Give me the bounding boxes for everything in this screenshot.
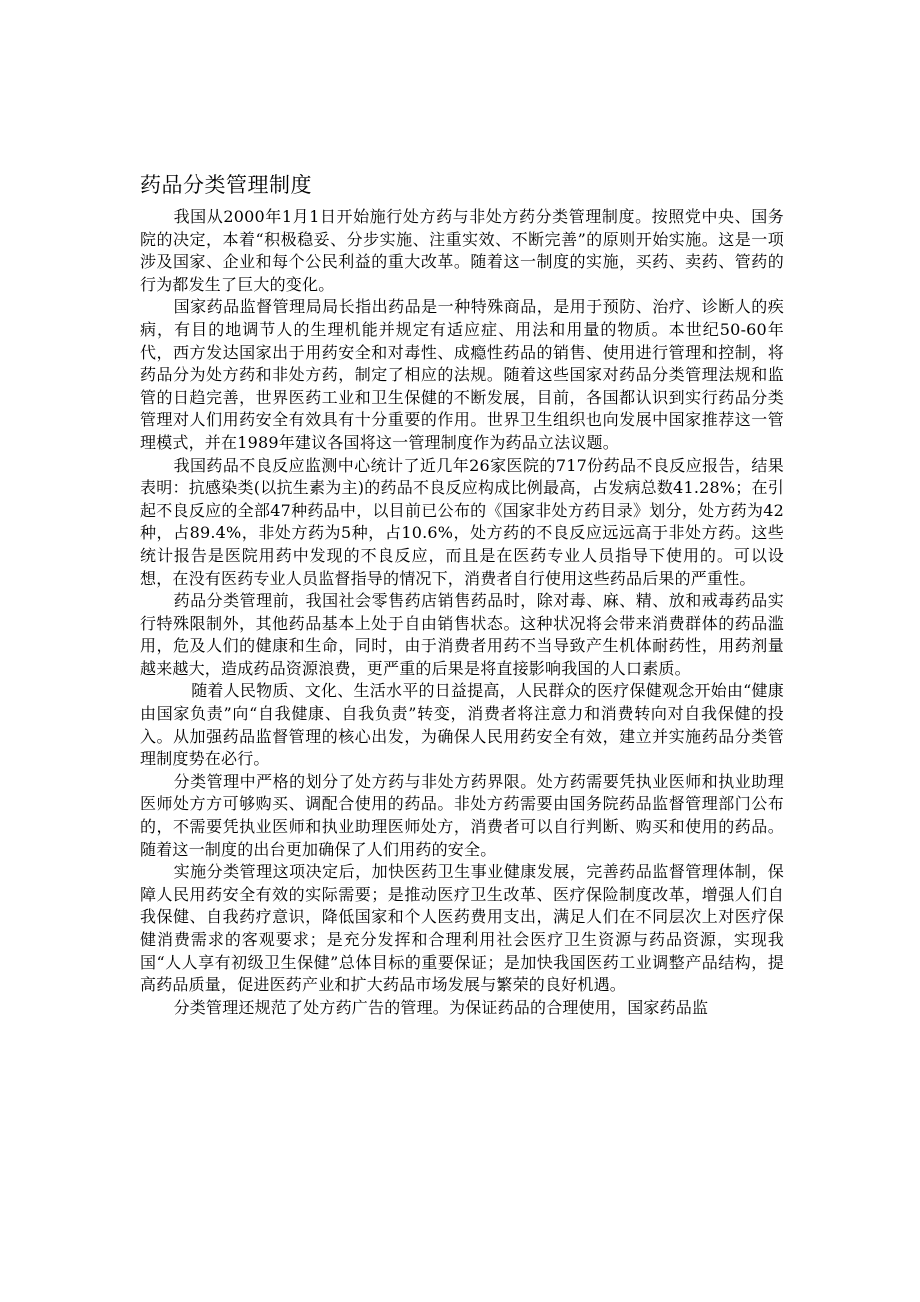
paragraph-significance: 实施分类管理这项决定后，加快医药卫生事业健康发展，完善药品监督管理体制，保障人民用药安全有效的实际需要；是推动医疗卫生改革、医疗保险制度改革，增强人们自我保健、自我药疗意识，降低国家和个人医药费用支出，满足人们在不同层次上对医疗保健消费需求的客观要求；是充分发挥和合理利用社会医疗卫生资源与药品资源，实现我国“人人享有初级卫生保健”总体目标的重要保证；是加快我国医药工业调整产品结构，提高药品质量，促进医药产业和扩大药品市场发展与繁荣的良好机遇。 — [140, 862, 784, 995]
paragraph-advertising: 分类管理还规范了处方药广告的管理。为保证药品的合理使用，国家药品监 — [173, 997, 709, 1017]
paragraph-prescription-boundary: 分类管理中严格的划分了处方药与非处方药界限。处方药需要凭执业医师和执业助理医师处方方可够购买、调配合使用的药品。非处方药需要由国务院药品监督管理部门公布的，不需要凭执业医师和执业助理医师处方，消费者可以自行判断、购买和使用的药品。随着这一制度的出台更加确保了人们用药的安全。 — [140, 771, 784, 859]
paragraph-drug-definition: 国家药品监督管理局局长指出药品是一种特殊商品，是用于预防、治疗、诊断人的疾病，有目的地调节人的生理机能并规定有适应症、用法和用量的物质。本世纪50-60年代，西方发达国家出于用药安全和对毒性、成瘾性药品的销售、使用进行管理和控制，将药品分为处方药和非处方药，制定了相应的法规。随着这些国家对药品分类管理法规和监管的日趋完善，世界医药工业和卫生保健的不断发展，目前，各国都认识到实行药品分类管理对人们用药安全有效具有十分重要的作用。世界卫生组织也向发展中国家推荐这一管理模式，并在1989年建议各国将这一管理制度作为药品立法议题。 — [140, 297, 784, 452]
paragraph-implementation: 我国从2000年1月1日开始施行处方药与非处方药分类管理制度。按照党中央、国务院的决定，本着“积极稳妥、分步实施、注重实效、不断完善”的原则开始实施。这是一项涉及国家、企业和每个公民利益的重大改革。随着这一制度的实施，买药、卖药、管药的行为都发生了巨大的变化。 — [140, 207, 784, 294]
paragraph-adverse-reaction: 我国药品不良反应监测中心统计了近几年26家医院的717份药品不良反应报告，结果表明：抗感染类(以抗生素为主)的药品不良反应构成比例最高，占发病总数41.28%；在引起不良反应的全部47种药品中，以目前已公布的《国家非处方药目录》划分，处方药为42种，占89.4%，非处方药为5种，占10.6%，处方药的不良反应远远高于非处方药。这些统计报告是医院用药中发现的不良反应，而且是在医药专业人员指导下使用的。可以设想，在没有医药专业人员监督指导的情况下，消费者自行使用这些药品后果的严重性。 — [140, 455, 784, 588]
document-title: 药品分类管理制度 — [140, 173, 312, 197]
document-page — [140, 166, 784, 1019]
paragraph-before-classification: 药品分类管理前，我国社会零售药店销售药品时，除对毒、麻、精、放和戒毒药品实行特殊限制外，其他药品基本上处于自由销售状态。这种状况将会带来消费群体的药品滥用，危及人们的健康和生命，同时，由于消费者用药不当导致产生机体耐药性，用药剂量越来越大，造成药品资源浪费，更严重的后果是将直接影响我国的人口素质。 — [140, 591, 784, 678]
paragraph-health-awareness: 随着人民物质、文化、生活水平的日益提高，人民群众的医疗保健观念开始由“健康由国家负责”向“自我健康、自我负责”转变，消费者将注意力和消费转向对自我保健的投入。从加强药品监督管理的核心出发，为确保人民用药安全有效，建立并实施药品分类管理制度势在必行。 — [140, 681, 784, 769]
